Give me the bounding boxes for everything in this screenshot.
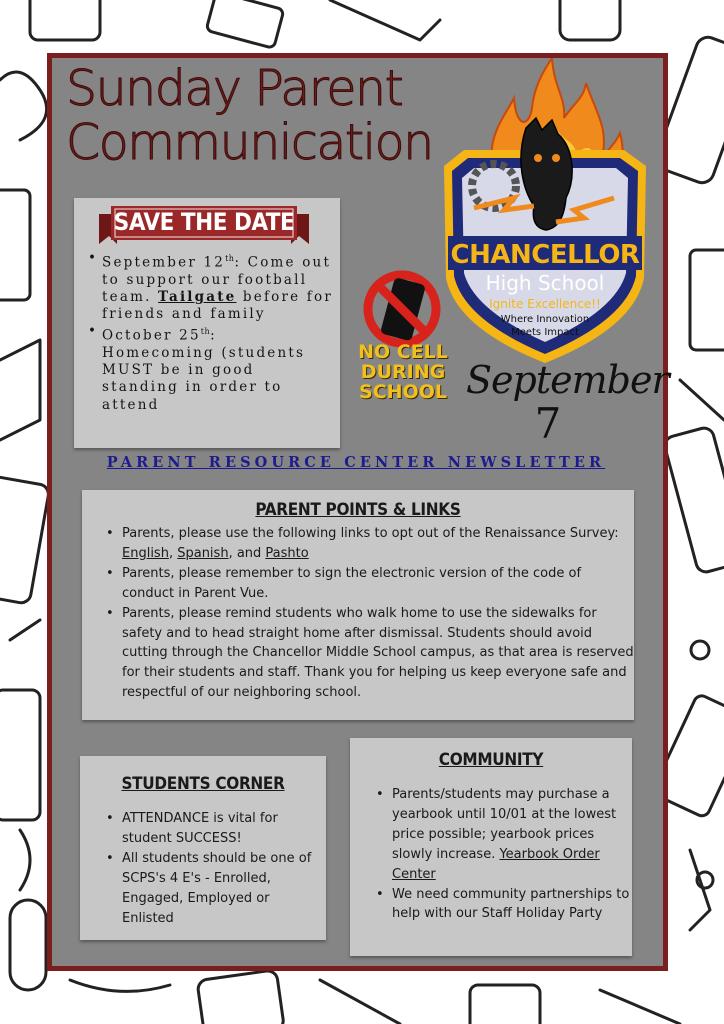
no-cell-line-1: NO CELL [358, 341, 448, 363]
list-item [104, 524, 634, 564]
date-suffix: th [225, 254, 235, 263]
date-suffix: th [200, 327, 211, 337]
crest-school-type: High School [485, 271, 605, 295]
english-link[interactable]: English [122, 545, 169, 561]
community-title: COMMUNITY [438, 750, 544, 770]
issue-day: 7 [534, 399, 562, 448]
issue-month: September [466, 358, 669, 402]
save-the-date-banner [99, 204, 309, 246]
students-corner-list [104, 809, 318, 928]
title-line-1: Sunday Parent [66, 60, 403, 117]
title-line-2: Communication [66, 114, 433, 171]
community-list [374, 785, 630, 924]
crest-slogan: Ignite Excellence!! [489, 297, 601, 311]
list-item [86, 323, 336, 414]
crest-motto-line-2: Meets Impact [511, 327, 579, 338]
no-phone-icon [361, 268, 443, 350]
spanish-link[interactable]: Spanish [177, 545, 229, 561]
list-item: • Parents, please remind students who walk home to use the sidewalks for safety and to head straight home after dismissal. Students should avoid cutting through the Chancellor Middle School campus, as that area is reserved for their students and staff. Thank you for helping us keep everyone safe and respectful of our neighboring school. [104, 604, 634, 704]
yearbook-text: Parents/students may purchase a yearbook until 10/01 at the lowest price possible; yearbook prices slowly increase. [392, 787, 617, 862]
tailgate-link[interactable]: Tailgate [158, 288, 237, 305]
parent-points-list [104, 524, 634, 703]
event-date: September 12 [102, 254, 226, 271]
newsletter-heading: PARENT RESOURCE CENTER NEWSLETTER [106, 454, 606, 471]
event-date: October 25 [102, 327, 201, 344]
yearbook-order-link[interactable]: Yearbook Order Center [392, 846, 600, 882]
save-the-date-list [86, 250, 336, 414]
list-item: • We need community partnerships to help with our Staff Holiday Party [374, 885, 630, 925]
list-item [86, 250, 336, 323]
list-item [374, 785, 630, 885]
pashto-link[interactable]: Pashto [265, 545, 309, 561]
list-item: • All students should be one of SCPS's 4 E's - Enrolled, Engaged, Employed or Enlisted [104, 849, 318, 929]
list-item: • Parents, please remember to sign the electronic version of the code of conduct in Parent Vue. [104, 564, 634, 604]
mustang-flame-crest-icon [434, 58, 656, 368]
students-corner-title: STUDENTS CORNER [121, 774, 285, 794]
no-cell-line-2: DURING [360, 361, 446, 383]
survey-text: Parents, please use the following links to opt out of the Renaissance Survey: [122, 526, 619, 541]
no-cell-line-3: SCHOOL [359, 381, 447, 403]
list-item: • ATTENDANCE is vital for student SUCCESS! [104, 809, 318, 849]
save-the-date-label: SAVE THE DATE [113, 208, 295, 236]
event-text: : Homecoming (students MUST be in good standing in order to attend [102, 327, 306, 413]
event-text: : Come out to support our football team. [102, 254, 332, 305]
page-title [66, 62, 486, 170]
no-cell-notice [346, 342, 460, 402]
separator: , [168, 545, 178, 561]
crest-motto-line-1: Where Innovation [500, 314, 590, 325]
event-text-end: before for friends and family [102, 288, 333, 323]
crest-school-name: CHANCELLOR [450, 240, 640, 270]
parent-points-title: PARENT POINTS & LINKS [255, 500, 461, 520]
separator: , and [228, 545, 266, 561]
